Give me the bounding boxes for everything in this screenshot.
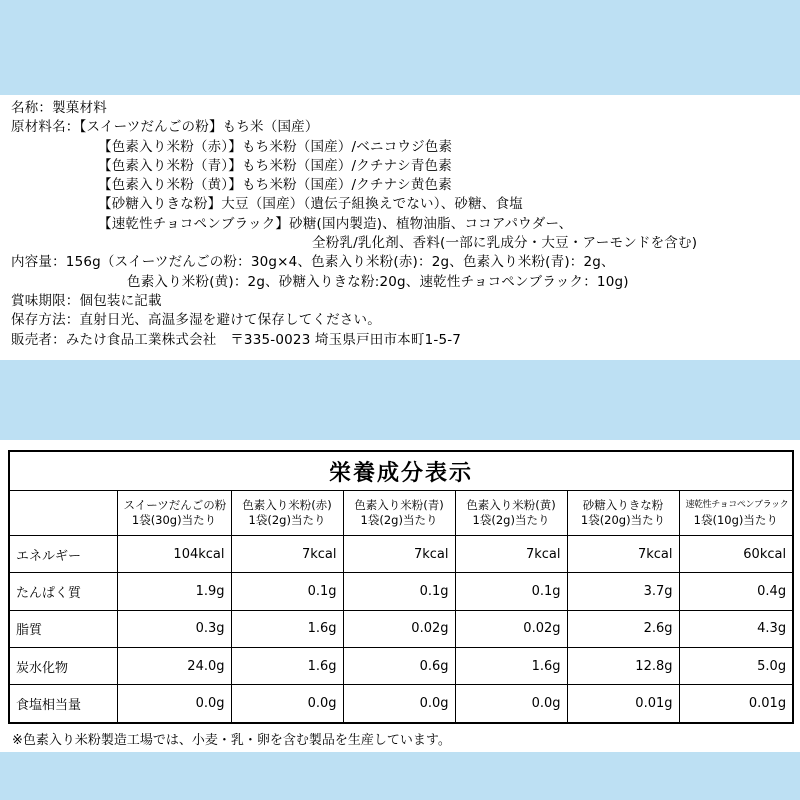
ingredients-line: 【色素入り米粉（黄）】もち米粉（国産）/クチナシ黄色素 bbox=[98, 177, 452, 193]
value-cell: 0.1g bbox=[455, 573, 567, 610]
value-cell: 0.01g bbox=[679, 685, 793, 723]
value-cell: 1.6g bbox=[231, 647, 343, 684]
column-header: 速乾性チョコペンブラック 1袋(10g)当たり bbox=[679, 491, 793, 536]
column-header: 色素入り米粉(赤) 1袋(2g)当たり bbox=[231, 491, 343, 536]
column-header-row bbox=[9, 491, 793, 536]
value-cell: 0.4g bbox=[679, 573, 793, 610]
value-cell: 1.6g bbox=[455, 647, 567, 684]
column-header: スイーツだんごの粉 1袋(30g)当たり bbox=[117, 491, 231, 536]
nutrition-panel bbox=[0, 440, 800, 724]
value-cell: 7kcal bbox=[231, 536, 343, 573]
value-cell: 0.1g bbox=[231, 573, 343, 610]
value-cell: 0.02g bbox=[455, 610, 567, 647]
value-cell: 0.3g bbox=[117, 610, 231, 647]
value-cell: 104kcal bbox=[117, 536, 231, 573]
column-header: 砂糖入りきな粉 1袋(20g)当たり bbox=[567, 491, 679, 536]
value-cell: 7kcal bbox=[455, 536, 567, 573]
contents-line: 内容量：156g（スイーツだんごの粉：30g×4、色素入り米粉(赤)：2g、色素入り米粉(青)：2g、 bbox=[11, 254, 615, 270]
value-cell: 0.0g bbox=[117, 685, 231, 723]
expiry-line: 賞味期限：個包装に記載 bbox=[11, 293, 162, 309]
row-label: エネルギー bbox=[9, 536, 117, 573]
table-row bbox=[9, 610, 793, 647]
seller-line: 販売者：みたけ食品工業株式会社 〒335-0023 埼玉県戸田市本町1-5-7 bbox=[11, 332, 462, 348]
row-label: 食塩相当量 bbox=[9, 685, 117, 723]
value-cell: 0.0g bbox=[455, 685, 567, 723]
table-row bbox=[9, 536, 793, 573]
value-cell: 7kcal bbox=[567, 536, 679, 573]
value-cell: 3.7g bbox=[567, 573, 679, 610]
value-cell: 0.01g bbox=[567, 685, 679, 723]
ingredients-line: 【速乾性チョコペンブラック】砂糖(国内製造)、植物油脂、ココアパウダー、 bbox=[98, 216, 573, 232]
ingredients-line: 【色素入り米粉（青）】もち米粉（国産）/クチナシ青色素 bbox=[98, 158, 452, 174]
table-row bbox=[9, 573, 793, 610]
value-cell: 24.0g bbox=[117, 647, 231, 684]
row-label: 炭水化物 bbox=[9, 647, 117, 684]
value-cell: 4.3g bbox=[679, 610, 793, 647]
value-cell: 7kcal bbox=[343, 536, 455, 573]
value-cell: 0.02g bbox=[343, 610, 455, 647]
value-cell: 0.0g bbox=[343, 685, 455, 723]
value-cell: 1.6g bbox=[231, 610, 343, 647]
ingredients-line: 全粉乳/乳化剤、香料(一部に乳成分・大豆・アーモンドを含む) bbox=[312, 235, 698, 251]
footnote-panel bbox=[0, 724, 800, 752]
nutrition-title: 栄養成分表示 bbox=[9, 451, 793, 491]
row-label: たんぱく質 bbox=[9, 573, 117, 610]
value-cell: 5.0g bbox=[679, 647, 793, 684]
ingredients-line: 【砂糖入りきな粉】大豆（国産）（遺伝子組換えでない）、砂糖、食塩 bbox=[98, 196, 523, 212]
value-cell: 60kcal bbox=[679, 536, 793, 573]
product-name-line: 名称：製菓材料 bbox=[11, 100, 107, 116]
allergen-footnote: ※色素入り米粉製造工場では、小麦・乳・卵を含む製品を生産しています。 bbox=[12, 733, 451, 748]
value-cell: 0.1g bbox=[343, 573, 455, 610]
corner-cell bbox=[9, 491, 117, 536]
ingredients-line: 原材料名：【スイーツだんごの粉】もち米（国産） bbox=[11, 119, 319, 135]
contents-line: 色素入り米粉(黄)：2g、砂糖入りきな粉:20g、速乾性チョコペンブラック：10g) bbox=[127, 274, 629, 290]
ingredients-line: 【色素入り米粉（赤）】もち米粉（国産）/ベニコウジ色素 bbox=[98, 139, 453, 155]
row-label: 脂質 bbox=[9, 610, 117, 647]
ingredients-panel bbox=[0, 95, 800, 360]
value-cell: 1.9g bbox=[117, 573, 231, 610]
value-cell: 0.0g bbox=[231, 685, 343, 723]
value-cell: 0.6g bbox=[343, 647, 455, 684]
table-row bbox=[9, 647, 793, 684]
value-cell: 12.8g bbox=[567, 647, 679, 684]
column-header: 色素入り米粉(青) 1袋(2g)当たり bbox=[343, 491, 455, 536]
table-row bbox=[9, 685, 793, 723]
storage-line: 保存方法：直射日光、高温多湿を避けて保存してください。 bbox=[11, 312, 381, 328]
column-header: 色素入り米粉(黄) 1袋(2g)当たり bbox=[455, 491, 567, 536]
nutrition-table bbox=[8, 450, 794, 724]
value-cell: 2.6g bbox=[567, 610, 679, 647]
